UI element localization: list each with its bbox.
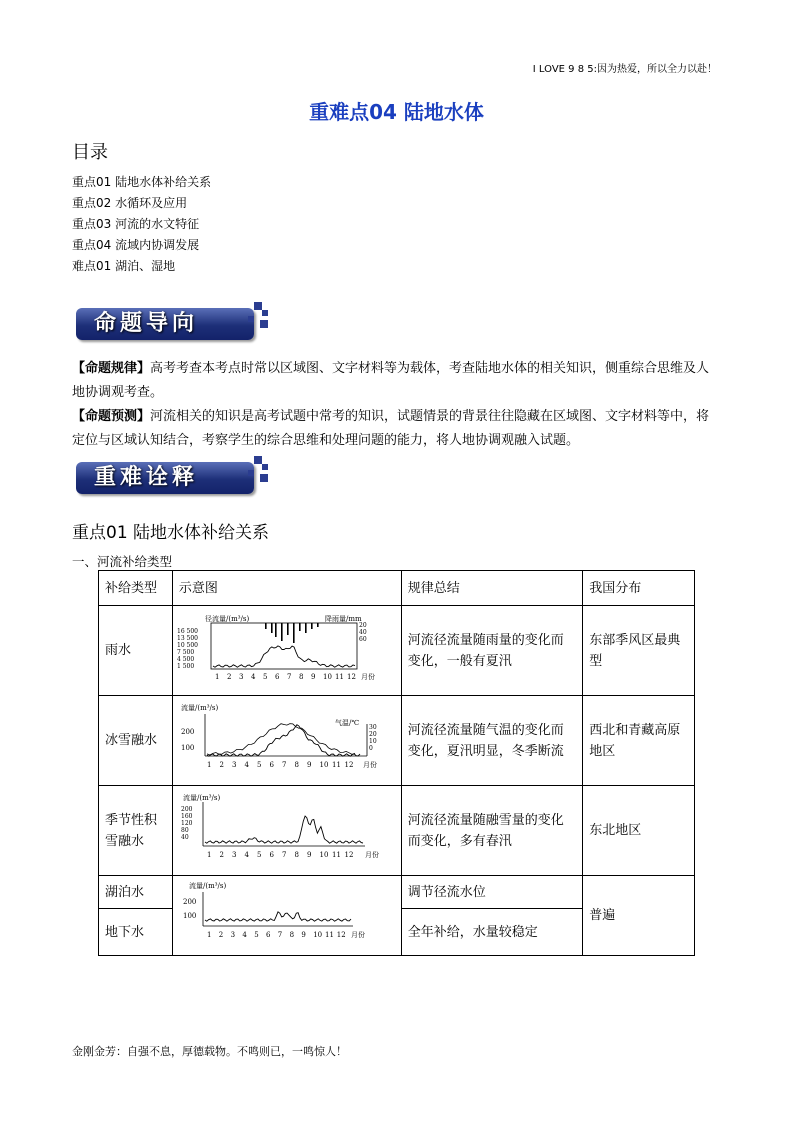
x-tick: 5 xyxy=(256,761,262,769)
rain-bar xyxy=(281,623,283,641)
glacier-temp-line xyxy=(207,724,355,755)
subsection-heading: 一、河流补给类型 xyxy=(72,554,173,569)
glacier-xticks xyxy=(207,761,353,769)
predict-paragraph xyxy=(72,405,722,453)
rain-bar xyxy=(293,623,295,643)
rain-bar xyxy=(311,623,313,629)
type-cell: 地下水 xyxy=(99,909,173,956)
y-tick: 160 xyxy=(180,813,193,820)
x-tick: 9 xyxy=(310,673,316,681)
rain-bar xyxy=(265,623,267,629)
x-tick: 6 xyxy=(269,851,274,859)
rain-bar xyxy=(317,623,319,627)
type-cell: 湖泊水 xyxy=(99,876,173,909)
y-tick: 16 500 xyxy=(176,628,198,635)
rain-bar xyxy=(275,623,277,637)
predict-text: 河流相关的知识是高考试题中常考的知识，试题情景的背景往往隐藏在区域图、文字材料等中，将定位与区域认知结合，考察学生的综合思维和处理问题的能力，将人地协调观融入试题。 xyxy=(72,409,710,448)
x-tick: 4 xyxy=(244,851,249,859)
x-tick: 3 xyxy=(230,931,235,939)
toc-list xyxy=(72,172,211,277)
x-tick: 9 xyxy=(306,851,312,859)
rule-tag: 【命题规律】 xyxy=(72,361,151,376)
x-tick: 10 xyxy=(322,673,332,681)
rain-bars xyxy=(265,623,319,643)
banner-guide xyxy=(76,302,272,346)
x-tick: 12 xyxy=(346,673,356,681)
x-tick: 6 xyxy=(269,761,274,769)
rain-xunit: 月份 xyxy=(360,673,375,681)
banner-guide-text: 命题导向 xyxy=(94,311,199,336)
x-tick: 10 xyxy=(313,931,322,939)
x-tick: 4 xyxy=(242,931,247,939)
y2-tick: 20 xyxy=(358,622,367,629)
y-tick: 100 xyxy=(180,744,195,752)
glacier-ylabel: 流量/(m³/s) xyxy=(180,704,219,712)
y-tick: 7 500 xyxy=(176,649,194,656)
x-tick: 9 xyxy=(306,761,312,769)
table-header: 示意图 xyxy=(172,571,401,606)
glacier-chart xyxy=(175,698,397,776)
y-tick: 120 xyxy=(180,820,193,827)
rain-bar xyxy=(299,623,301,631)
dist-cell: 普遍 xyxy=(583,876,695,956)
x-tick: 8 xyxy=(289,931,294,939)
rule-cell: 全年补给，水量较稳定 xyxy=(401,909,582,956)
snow-ylabel: 流量/(m³/s) xyxy=(182,794,221,802)
x-tick: 11 xyxy=(334,673,344,681)
lake-flow-line xyxy=(205,912,351,921)
x-tick: 2 xyxy=(219,761,224,769)
type-cell: 雨水 xyxy=(99,606,173,696)
rain-bar xyxy=(305,623,307,633)
x-tick: 1 xyxy=(206,931,212,939)
rule-cell: 河流径流量随气温的变化而变化，夏汛明显，冬季断流 xyxy=(401,696,582,786)
dist-cell: 东北地区 xyxy=(583,786,695,876)
supply-table xyxy=(98,570,695,956)
x-tick: 7 xyxy=(286,673,292,681)
y-tick: 1 500 xyxy=(176,663,194,670)
x-tick: 8 xyxy=(298,673,304,681)
y2-tick: 40 xyxy=(358,629,367,636)
x-tick: 5 xyxy=(254,931,259,939)
x-tick: 1 xyxy=(206,851,212,859)
dist-cell: 东部季风区最典型 xyxy=(583,606,695,696)
x-tick: 6 xyxy=(265,931,271,939)
y-tick: 13 500 xyxy=(176,635,198,642)
x-tick: 5 xyxy=(262,673,268,681)
rain-yticks xyxy=(177,628,198,670)
x-tick: 4 xyxy=(244,761,249,769)
table-row xyxy=(99,606,695,696)
y2-tick: 20 xyxy=(368,731,377,738)
x-tick: 1 xyxy=(214,673,220,681)
toc-item[interactable]: 难点01 湖泊、湿地 xyxy=(72,259,176,273)
chart-cell xyxy=(172,696,401,786)
table-header: 规律总结 xyxy=(401,571,582,606)
table-header: 补给类型 xyxy=(99,571,173,606)
x-tick: 11 xyxy=(331,851,341,859)
y2-tick: 30 xyxy=(368,724,377,731)
type-cell: 冰雪融水 xyxy=(99,696,173,786)
rain-ylabel: 径流量/(m³/s) xyxy=(204,615,250,623)
x-tick: 2 xyxy=(226,673,232,681)
toc-item[interactable]: 重点04 流域内协调发展 xyxy=(72,238,200,252)
snow-chart xyxy=(175,788,397,866)
chart-cell xyxy=(172,606,401,696)
rain-runoff-line xyxy=(213,646,355,667)
toc-item[interactable]: 重点03 河流的水文特征 xyxy=(72,217,200,231)
toc-item[interactable]: 重点01 陆地水体补给关系 xyxy=(72,175,212,189)
lake-xticks xyxy=(207,931,346,939)
lake-xunit: 月份 xyxy=(350,931,365,939)
x-tick: 6 xyxy=(274,673,280,681)
header-slogan: I LOVE 9 8 5:因为热爱，所以全力以赴！ xyxy=(532,64,717,75)
x-tick: 12 xyxy=(344,761,354,769)
x-tick: 2 xyxy=(218,931,224,939)
table-row xyxy=(99,786,695,876)
x-tick: 7 xyxy=(277,931,283,939)
x-tick: 1 xyxy=(206,761,212,769)
rule-cell: 调节径流水位 xyxy=(401,876,582,909)
chart-cell xyxy=(172,876,401,956)
x-tick: 4 xyxy=(250,673,256,681)
x-tick: 5 xyxy=(256,851,262,859)
table-header-row xyxy=(99,571,695,606)
table-row xyxy=(99,696,695,786)
rule-text: 高考考查本考点时常以区域图、文字材料等为载体，考查陆地水体的相关知识，侧重综合思维及人地协调观考查。 xyxy=(72,361,710,400)
type-cell: 季节性积雪融水 xyxy=(99,786,173,876)
rain-bar xyxy=(287,623,289,635)
rule-paragraph xyxy=(72,357,722,405)
y-tick: 10 500 xyxy=(176,642,198,649)
dist-cell: 西北和青藏高原地区 xyxy=(583,696,695,786)
table-row xyxy=(99,876,695,909)
y2-tick: 10 xyxy=(368,738,377,745)
rain-xticks xyxy=(215,673,356,681)
y-tick: 200 xyxy=(180,728,195,736)
glacier-xunit: 月份 xyxy=(362,761,377,769)
x-tick: 10 xyxy=(319,851,329,859)
x-tick: 3 xyxy=(231,851,237,859)
x-tick: 10 xyxy=(319,761,329,769)
banner-explain-text: 重难诠释 xyxy=(94,465,199,490)
x-tick: 11 xyxy=(324,931,334,939)
toc-heading: 目录 xyxy=(72,142,108,163)
lake-ylabel: 流量/(m³/s) xyxy=(188,882,227,890)
y-tick: 4 500 xyxy=(176,656,194,663)
x-tick: 12 xyxy=(344,851,354,859)
toc-item[interactable]: 重点02 水循环及应用 xyxy=(72,196,188,210)
x-tick: 8 xyxy=(294,851,299,859)
y-tick: 80 xyxy=(180,827,189,834)
footer-motto: 金刚金芳：自强不息，厚德载物。不鸣则已，一鸣惊人！ xyxy=(72,1045,347,1058)
y2-tick: 0 xyxy=(368,745,373,752)
section-heading: 重点01 陆地水体补给关系 xyxy=(72,523,270,543)
banner-explain xyxy=(76,456,272,500)
x-tick: 11 xyxy=(331,761,341,769)
x-tick: 7 xyxy=(281,851,287,859)
lake-chart xyxy=(175,878,397,946)
snow-xunit: 月份 xyxy=(364,851,379,859)
chart-cell xyxy=(172,786,401,876)
y-tick: 200 xyxy=(182,898,197,906)
y-tick: 100 xyxy=(182,912,197,920)
rule-cell: 河流径流量随融雪量的变化而变化，多有春汛 xyxy=(401,786,582,876)
y-tick: 40 xyxy=(180,834,189,841)
predict-tag: 【命题预测】 xyxy=(72,409,151,424)
x-tick: 9 xyxy=(301,931,306,939)
rain-chart xyxy=(175,608,397,686)
rain-y2label: 降雨量/mm xyxy=(324,615,362,623)
x-tick: 3 xyxy=(231,761,237,769)
x-tick: 12 xyxy=(336,931,346,939)
snow-flow-line xyxy=(205,816,363,843)
rule-cell: 河流径流量随雨量的变化而变化，一般有夏汛 xyxy=(401,606,582,696)
x-tick: 2 xyxy=(219,851,224,859)
snow-xticks xyxy=(207,851,353,859)
y2-tick: 60 xyxy=(358,636,367,643)
x-tick: 8 xyxy=(294,761,299,769)
page-title: 重难点04 陆地水体 xyxy=(309,100,484,124)
table-header: 我国分布 xyxy=(583,571,695,606)
glacier-y2label: 气温/℃ xyxy=(334,719,360,727)
glacier-flow-line xyxy=(207,725,360,757)
x-tick: 7 xyxy=(281,761,287,769)
rain-bar xyxy=(271,623,273,633)
x-tick: 3 xyxy=(238,673,244,681)
y-tick: 200 xyxy=(180,806,193,813)
